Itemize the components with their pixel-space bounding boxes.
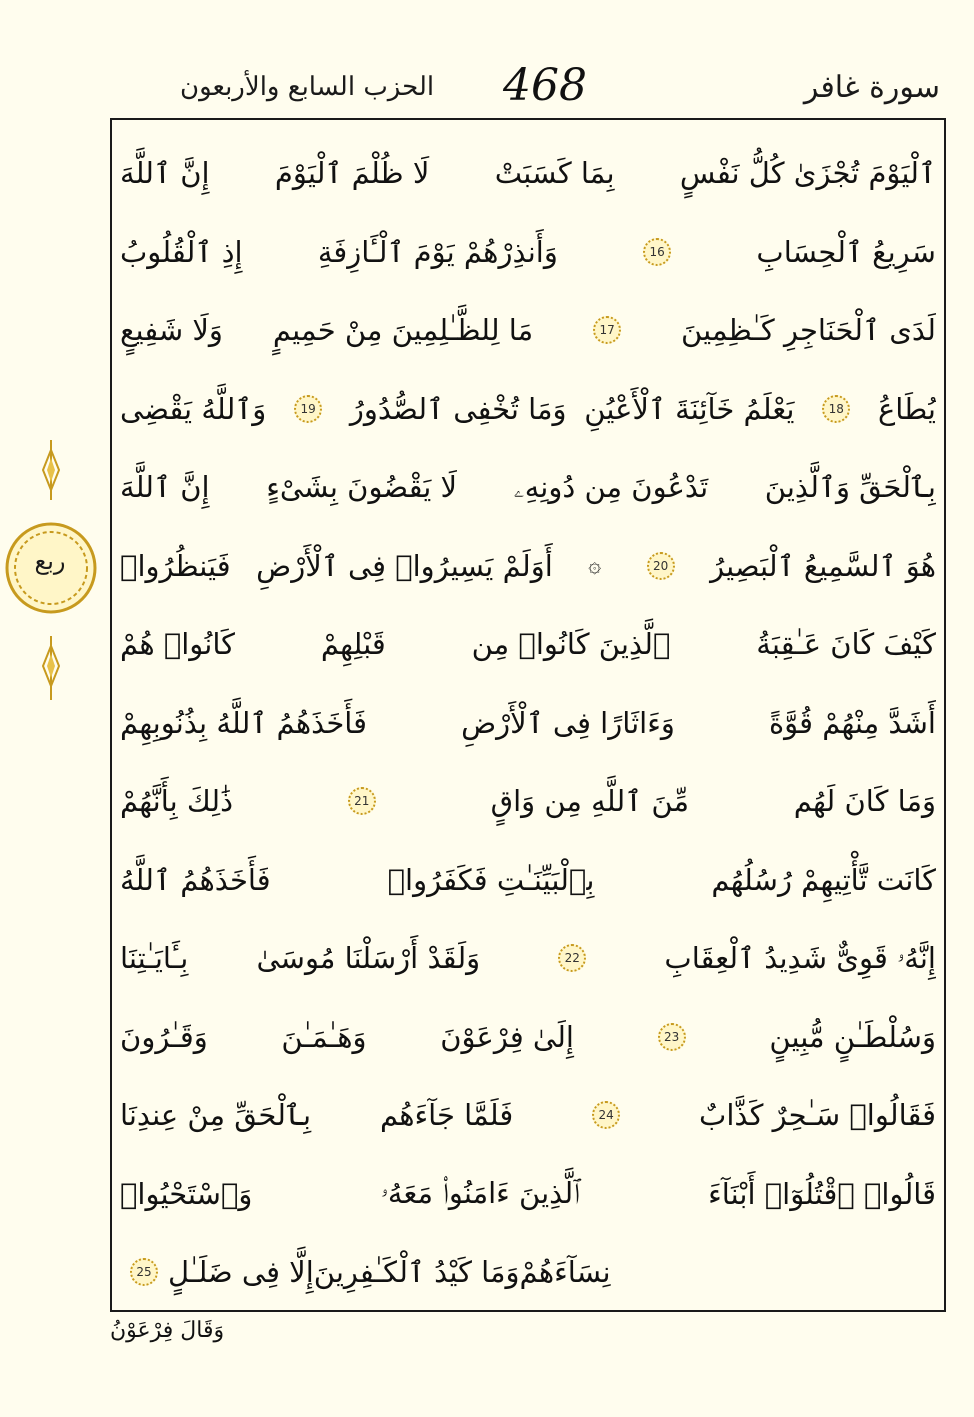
verse-text: فَقَالُوا۟ سَـٰحِرٌ كَذَّابٌ bbox=[699, 1098, 936, 1133]
verse-text: وَٱللَّهُ يَقْضِى bbox=[120, 391, 267, 426]
text-line bbox=[120, 1233, 936, 1312]
verse-text: ٱلْيَوْمَ تُجْزَىٰ كُلُّ نَفْسٍ bbox=[679, 156, 936, 191]
verse-text: إِذِ ٱلْقُلُوبُ bbox=[120, 234, 243, 269]
page-number: 468 bbox=[503, 60, 587, 111]
verse-text: وَسُلْطَـٰنٍ مُّبِينٍ bbox=[769, 1019, 936, 1054]
text-line bbox=[120, 134, 936, 213]
verse-text: وَٱسْتَحْيُوا۟ bbox=[120, 1176, 253, 1211]
verse-text: وَمَا كَانَ لَهُم bbox=[793, 784, 936, 819]
verse-text: لَا يَقْضُونَ بِشَىْءٍ bbox=[266, 470, 458, 505]
verse-text: وَقَـٰرُونَ bbox=[120, 1019, 208, 1054]
verse-text: لَا ظُلْمَ ٱلْيَوْمَ bbox=[274, 156, 430, 191]
verse-text: مَا لِلظَّـٰلِمِينَ مِنْ حَمِيمٍ bbox=[272, 313, 534, 348]
ayah-number-marker: 17 bbox=[593, 316, 621, 344]
ayah-number-marker: 21 bbox=[348, 787, 376, 815]
verse-text: ذَٰلِكَ بِأَنَّهُمْ bbox=[120, 784, 234, 819]
verse-text: بِٱلْحَقِّ وَٱلَّذِينَ bbox=[764, 470, 936, 505]
verse-text: إِنَّ ٱللَّهَ bbox=[120, 156, 210, 191]
verse-text: وَلَا شَفِيعٍ bbox=[120, 313, 223, 348]
verse-text: هُوَ ٱلسَّمِيعُ ٱلْبَصِيرُ bbox=[710, 548, 936, 583]
verse-text: وَءَاثَارًا فِى ٱلْأَرْضِ bbox=[461, 705, 675, 740]
text-line bbox=[120, 841, 936, 920]
verse-text: وَأَنذِرْهُمْ يَوْمَ ٱلْـَٔازِفَةِ bbox=[317, 234, 558, 269]
verse-text: كَانَت تَّأْتِيهِمْ رُسُلُهُم bbox=[711, 862, 936, 897]
verse-text: يَعْلَمُ خَآئِنَةَ ٱلْأَعْيُنِ bbox=[584, 391, 795, 426]
verse-text: فَأَخَذَهُمُ ٱللَّهُ bbox=[120, 862, 271, 897]
verse-text: بِٱلْحَقِّ مِنْ عِندِنَا bbox=[120, 1098, 312, 1133]
verse-text: كَيْفَ كَانَ عَـٰقِبَةُ bbox=[756, 627, 936, 662]
verse-text: بِـَٔايَـٰتِنَا bbox=[120, 941, 189, 976]
ayah-number-marker: 19 bbox=[294, 395, 322, 423]
verse-text: مِّنَ ٱللَّهِ مِن وَاقٍ bbox=[490, 784, 689, 819]
quran-lines bbox=[120, 134, 936, 1312]
verse-text: قَالُوا۟ ٱقْتُلُوٓا۟ أَبْنَآءَ bbox=[708, 1176, 936, 1211]
text-line bbox=[120, 213, 936, 292]
ayah-number-marker: 16 bbox=[643, 238, 671, 266]
ayah-number-marker: 22 bbox=[558, 944, 586, 972]
verse-text: ٱلَّذِينَ كَانُوا۟ مِن bbox=[471, 627, 671, 662]
text-line bbox=[120, 998, 936, 1077]
verse-text: سَرِيعُ ٱلْحِسَابِ bbox=[756, 234, 936, 269]
verse-text: إِنَّهُۥ قَوِىٌّ شَدِيدُ ٱلْعِقَابِ bbox=[664, 940, 936, 975]
verse-text: ٱلَّذِينَ ءَامَنُوا۟ مَعَهُۥ bbox=[380, 1176, 580, 1211]
text-line bbox=[120, 448, 936, 527]
text-line bbox=[120, 291, 936, 370]
text-line bbox=[120, 762, 936, 841]
verse-text: إِلَّا فِى ضَلَـٰلٍ bbox=[168, 1255, 314, 1290]
rub-label: ربع bbox=[34, 547, 66, 575]
text-line bbox=[120, 1076, 936, 1155]
text-frame bbox=[110, 118, 946, 1312]
verse-text: وَلَقَدْ أَرْسَلْنَا مُوسَىٰ bbox=[256, 941, 481, 976]
verse-text: كَانُوا۟ هُمْ bbox=[120, 627, 235, 662]
ayah-number-marker: 23 bbox=[658, 1023, 686, 1051]
surah-title: سورة غافر bbox=[803, 70, 940, 105]
verse-text: بِمَا كَسَبَتْ bbox=[494, 156, 615, 191]
text-line bbox=[120, 919, 936, 998]
verse-text: وَمَا كَيْدُ ٱلْكَـٰفِرِينَ bbox=[313, 1255, 520, 1290]
verse-text: إِلَىٰ فِرْعَوْنَ bbox=[440, 1019, 574, 1054]
verse-text: أَشَدَّ مِنْهُمْ قُوَّةً bbox=[768, 705, 936, 740]
verse-text: لَدَى ٱلْحَنَاجِرِ كَـٰظِمِينَ bbox=[681, 313, 936, 348]
verse-text: أَوَلَمْ يَسِيرُوا۟ فِى ٱلْأَرْضِ bbox=[256, 548, 553, 583]
ayah-number-marker: 18 bbox=[822, 395, 850, 423]
hizb-title: الحزب السابع والأربعون bbox=[180, 72, 435, 102]
page-header bbox=[110, 62, 950, 120]
verse-text: إِنَّ ٱللَّهَ bbox=[120, 470, 210, 505]
ayah-number-marker: 24 bbox=[592, 1101, 620, 1129]
verse-text: وَهَـٰمَـٰنَ bbox=[281, 1019, 367, 1054]
verse-text: نِسَآءَهُمْ bbox=[519, 1255, 611, 1290]
verse-text: تَدْعُونَ مِن دُونِهِۦ bbox=[513, 469, 709, 504]
hizb-star-icon: ۞ bbox=[588, 553, 602, 579]
ayah-number-marker: 25 bbox=[130, 1258, 158, 1286]
text-line bbox=[120, 605, 936, 684]
catchword: وَقَالَ فِرْعَوْنُ bbox=[110, 1318, 225, 1343]
verse-text: يُطَاعُ bbox=[878, 391, 936, 426]
verse-text: قَبْلِهِمْ bbox=[320, 627, 386, 662]
text-line bbox=[120, 370, 936, 449]
verse-text: فَلَمَّا جَآءَهُم bbox=[379, 1098, 514, 1133]
verse-text: فَيَنظُرُوا۟ bbox=[120, 548, 231, 583]
text-line bbox=[120, 1155, 936, 1234]
verse-text: فَأَخَذَهُمُ ٱللَّهُ بِذُنُوبِهِمْ bbox=[120, 705, 367, 740]
text-line bbox=[120, 684, 936, 763]
verse-text: وَمَا تُخْفِى ٱلصُّدُورُ bbox=[349, 391, 567, 426]
verse-text: بِٱلْبَيِّنَـٰتِ فَكَفَرُوا۟ bbox=[387, 862, 595, 897]
ayah-number-marker: 20 bbox=[647, 552, 675, 580]
text-line bbox=[120, 527, 936, 606]
